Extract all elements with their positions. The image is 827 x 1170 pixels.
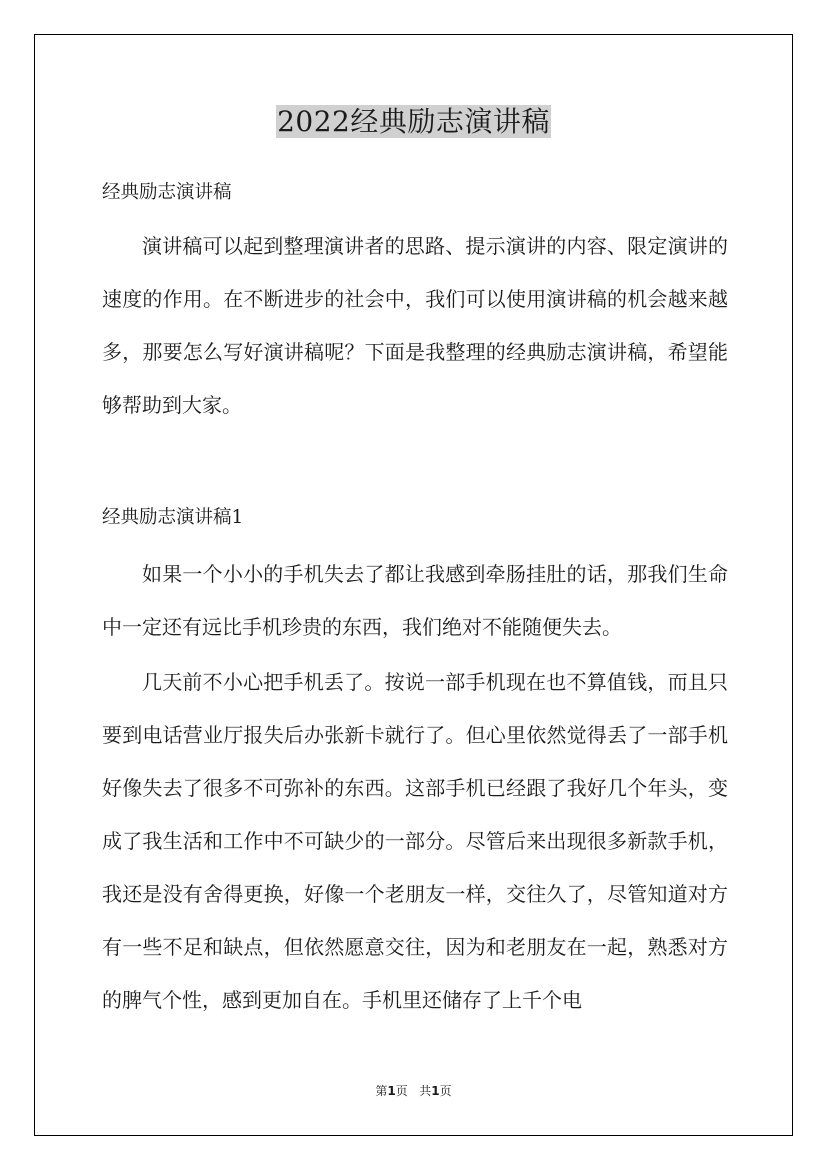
footer-total-prefix: 共	[419, 1084, 432, 1098]
footer-page-prefix: 第	[375, 1084, 388, 1098]
footer-page-number: 1	[387, 1084, 396, 1098]
page-footer	[0, 1082, 827, 1100]
intro-heading: 经典励志演讲稿	[102, 182, 232, 203]
section1-heading: 经典励志演讲稿1	[102, 507, 244, 528]
document-title-text: 2022经典励志演讲稿	[277, 105, 550, 138]
footer-total-pages: 1	[431, 1084, 440, 1098]
section1-paragraph-1: 如果一个小小的手机失去了都让我感到牵肠挂肚的话，那我们生命中一定还有远比手机珍贵的东西，我们绝对不能随便失去。	[102, 562, 728, 639]
footer-total-suffix: 页	[439, 1084, 452, 1098]
section1-paragraph-2: 几天前不小心把手机丢了。按说一部手机现在也不算值钱，而且只要到电话营业厅报失后办张新卡就行了。但心里依然觉得丢了一部手机好像失去了很多不可弥补的东西。这部手机已经跟了我好几个年头，变成了我生活和工作中不可缺少的一部分。尽管后来出现很多新款手机，我还是没有舍得更换，好像一个老朋友一样，交往久了，尽管知道对方有一些不足和缺点，但依然愿意交往，因为和老朋友在一起，熟悉对方的脾气个性，感到更加自在。手机里还储存了上千个电	[102, 670, 728, 1012]
footer-page-suffix: 页	[395, 1084, 408, 1098]
intro-paragraph: 演讲稿可以起到整理演讲者的思路、提示演讲的内容、限定演讲的速度的作用。在不断进步的社会中，我们可以使用演讲稿的机会越来越多，那要怎么写好演讲稿呢？下面是我整理的经典励志演讲稿，希望能够帮助到大家。	[102, 234, 728, 417]
document-title	[0, 102, 827, 142]
